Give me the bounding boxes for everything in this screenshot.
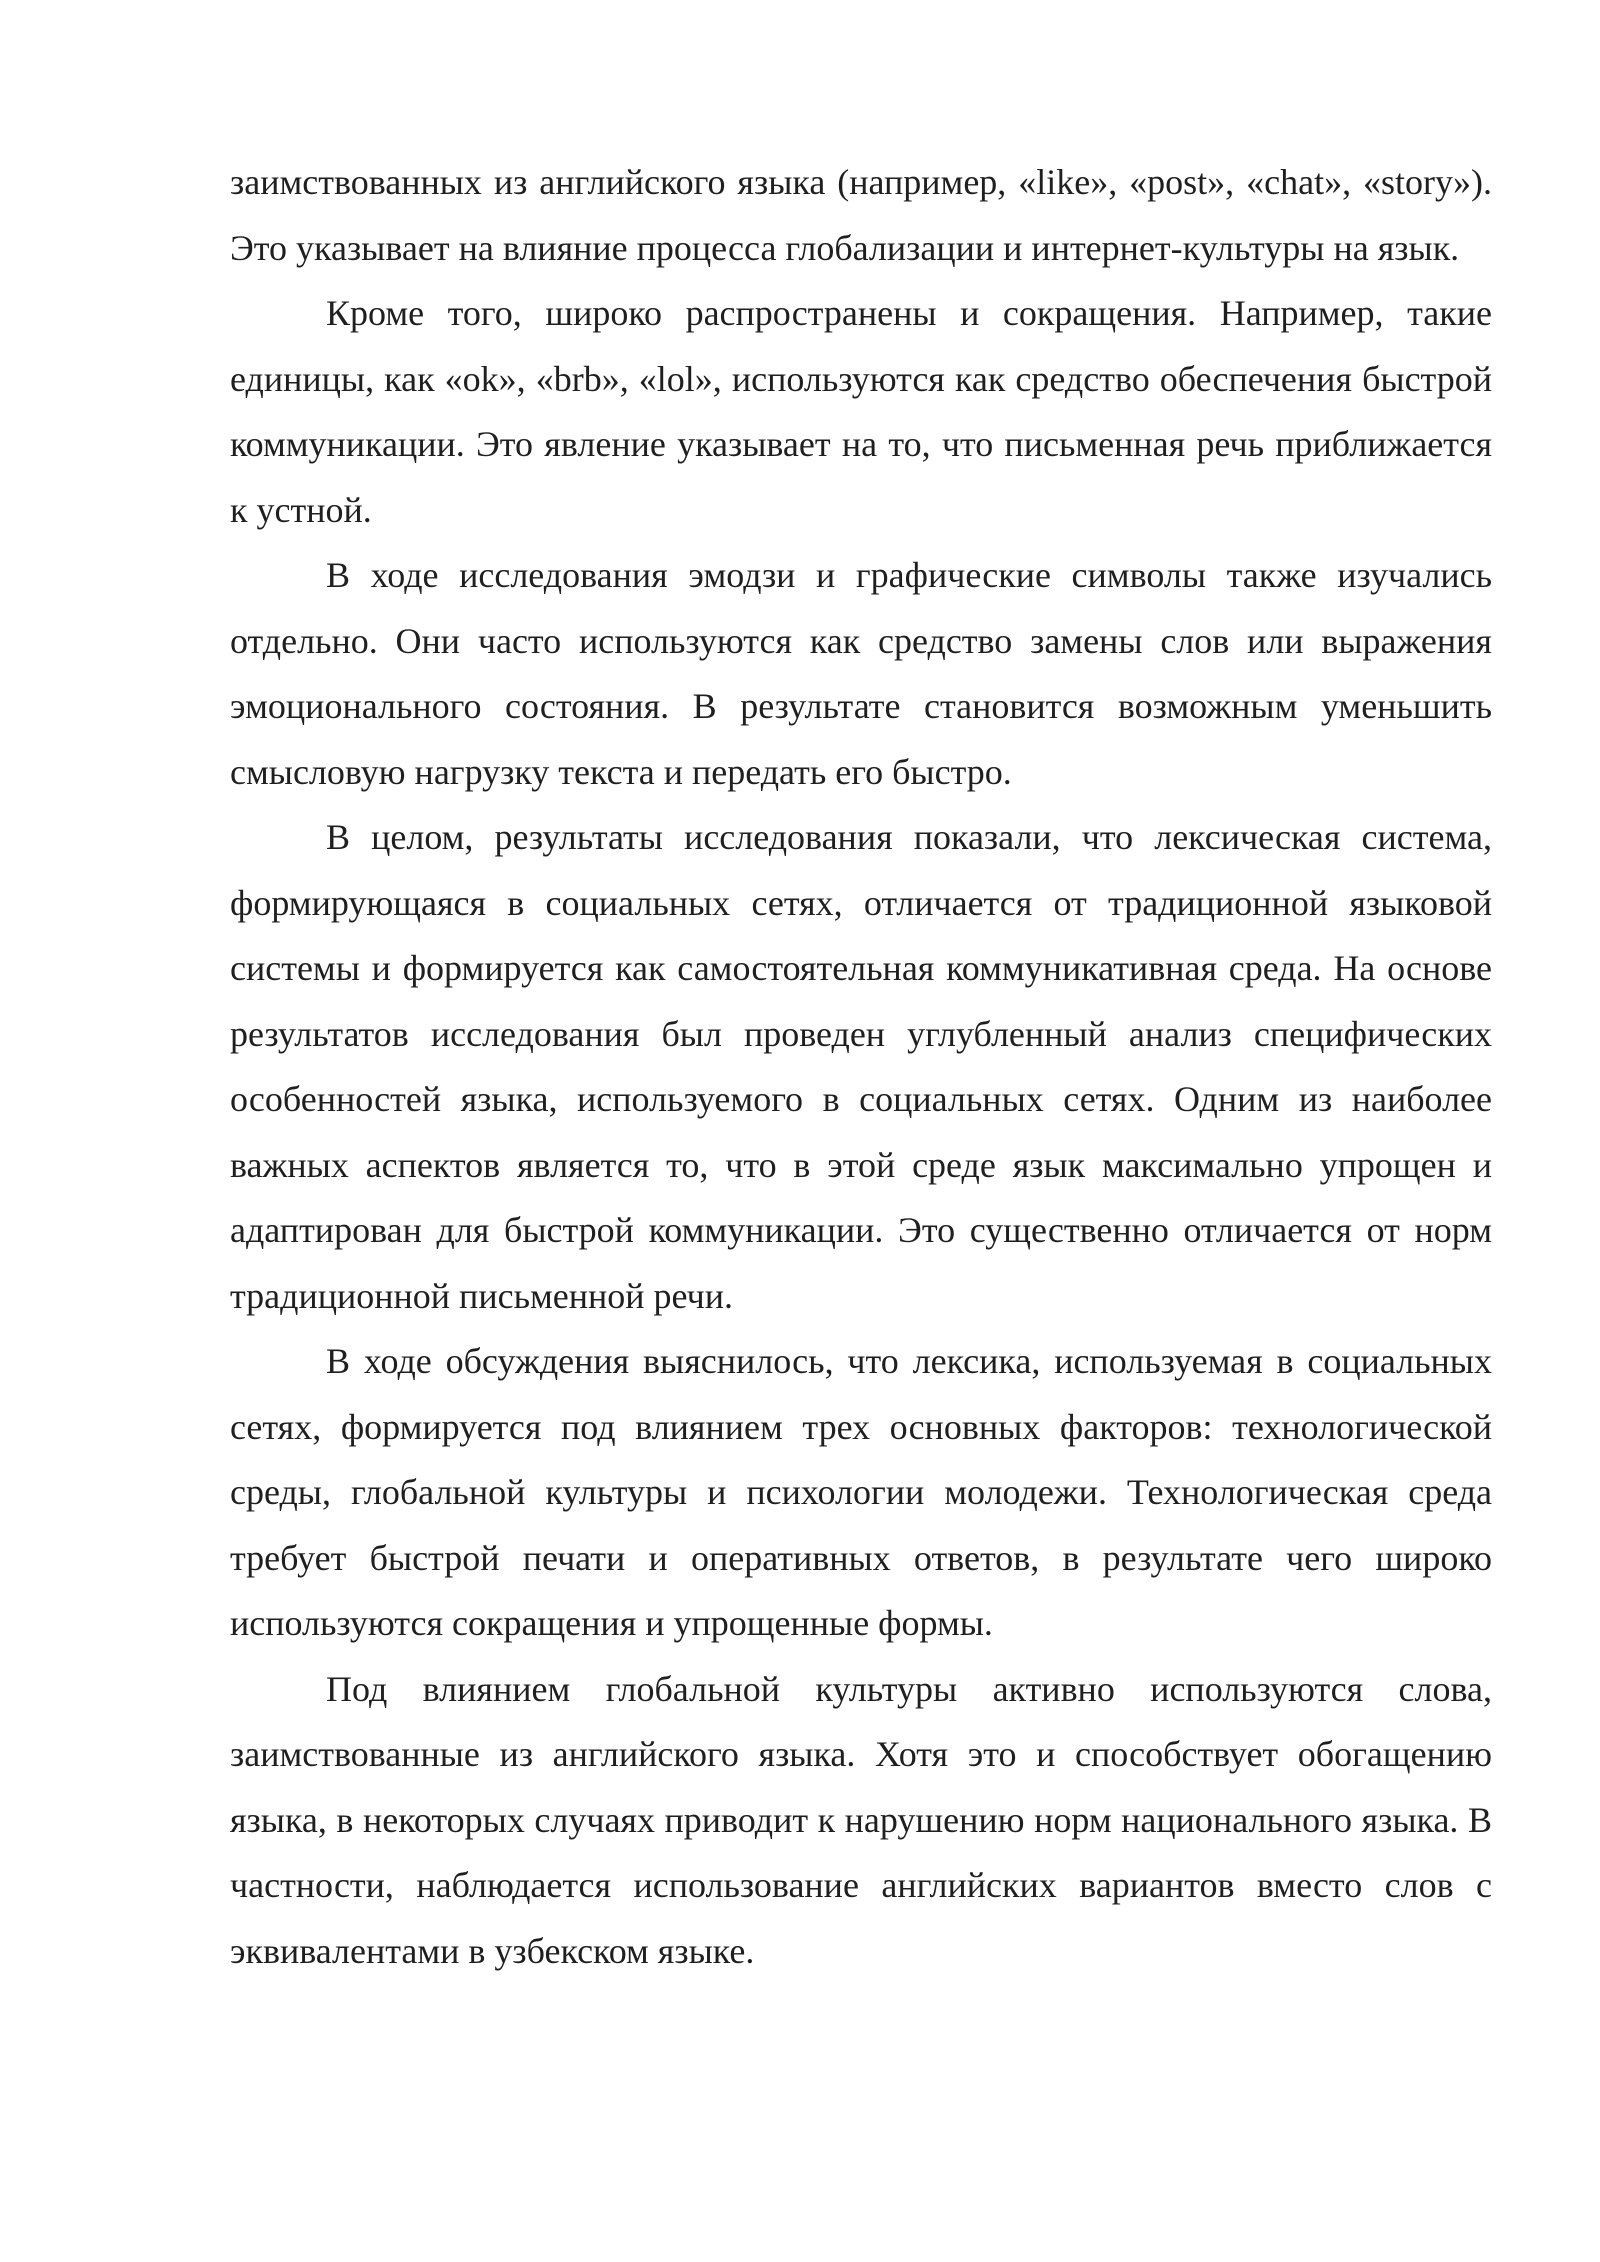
paragraph-4: В целом, результаты исследования показали, что лексическая система, формирующаяся в социальных сетях, отличается от традиционной языковой системы и формируется как самостоятельная коммуникативная среда. На основе результатов исследования был проведен углубленный анализ специфических особенностей языка, используемого в социальных сетях. Одним из наиболее важных аспектов является то, что в этой среде язык максимально упрощен и адаптирован для быстрой коммуникации. Это существенно отличается от норм традиционной письменной речи. bbox=[230, 817, 1492, 1316]
paragraph-1: заимствованных из английского языка (например, «like», «post», «chat», «story»). Это указывает на влияние процесса глобализации и интернет-культуры на язык. bbox=[230, 162, 1492, 268]
paragraph-6: Под влиянием глобальной культуры активно используются слова, заимствованные из английского языка. Хотя это и способствует обогащению языка, в некоторых случаях приводит к нарушению норм национального языка. В частности, наблюдается использование английских вариантов вместо слов с эквивалентами в узбекском языке. bbox=[230, 1668, 1492, 1971]
paragraph-3: В ходе исследования эмодзи и графические символы также изучались отдельно. Они часто используются как средство замены слов или выражения эмоционального состояния. В результате становится возможным уменьшить смысловую нагрузку текста и передать его быстро. bbox=[230, 555, 1492, 792]
paragraph-5: В ходе обсуждения выяснилось, что лексика, используемая в социальных сетях, формируется под влиянием трех основных факторов: технологической среды, глобальной культуры и психологии молодежи. Технологическая среда требует быстрой печати и оперативных ответов, в результате чего широко используются сокращения и упрощенные формы. bbox=[230, 1341, 1492, 1643]
document-body bbox=[230, 150, 1492, 1984]
paragraph-2: Кроме того, широко распространены и сокращения. Например, такие единицы, как «ok», «brb», «lol», используются как средство обеспечения быстрой коммуникации. Это явление указывает на то, что письменная речь приближается к устной. bbox=[230, 293, 1492, 530]
